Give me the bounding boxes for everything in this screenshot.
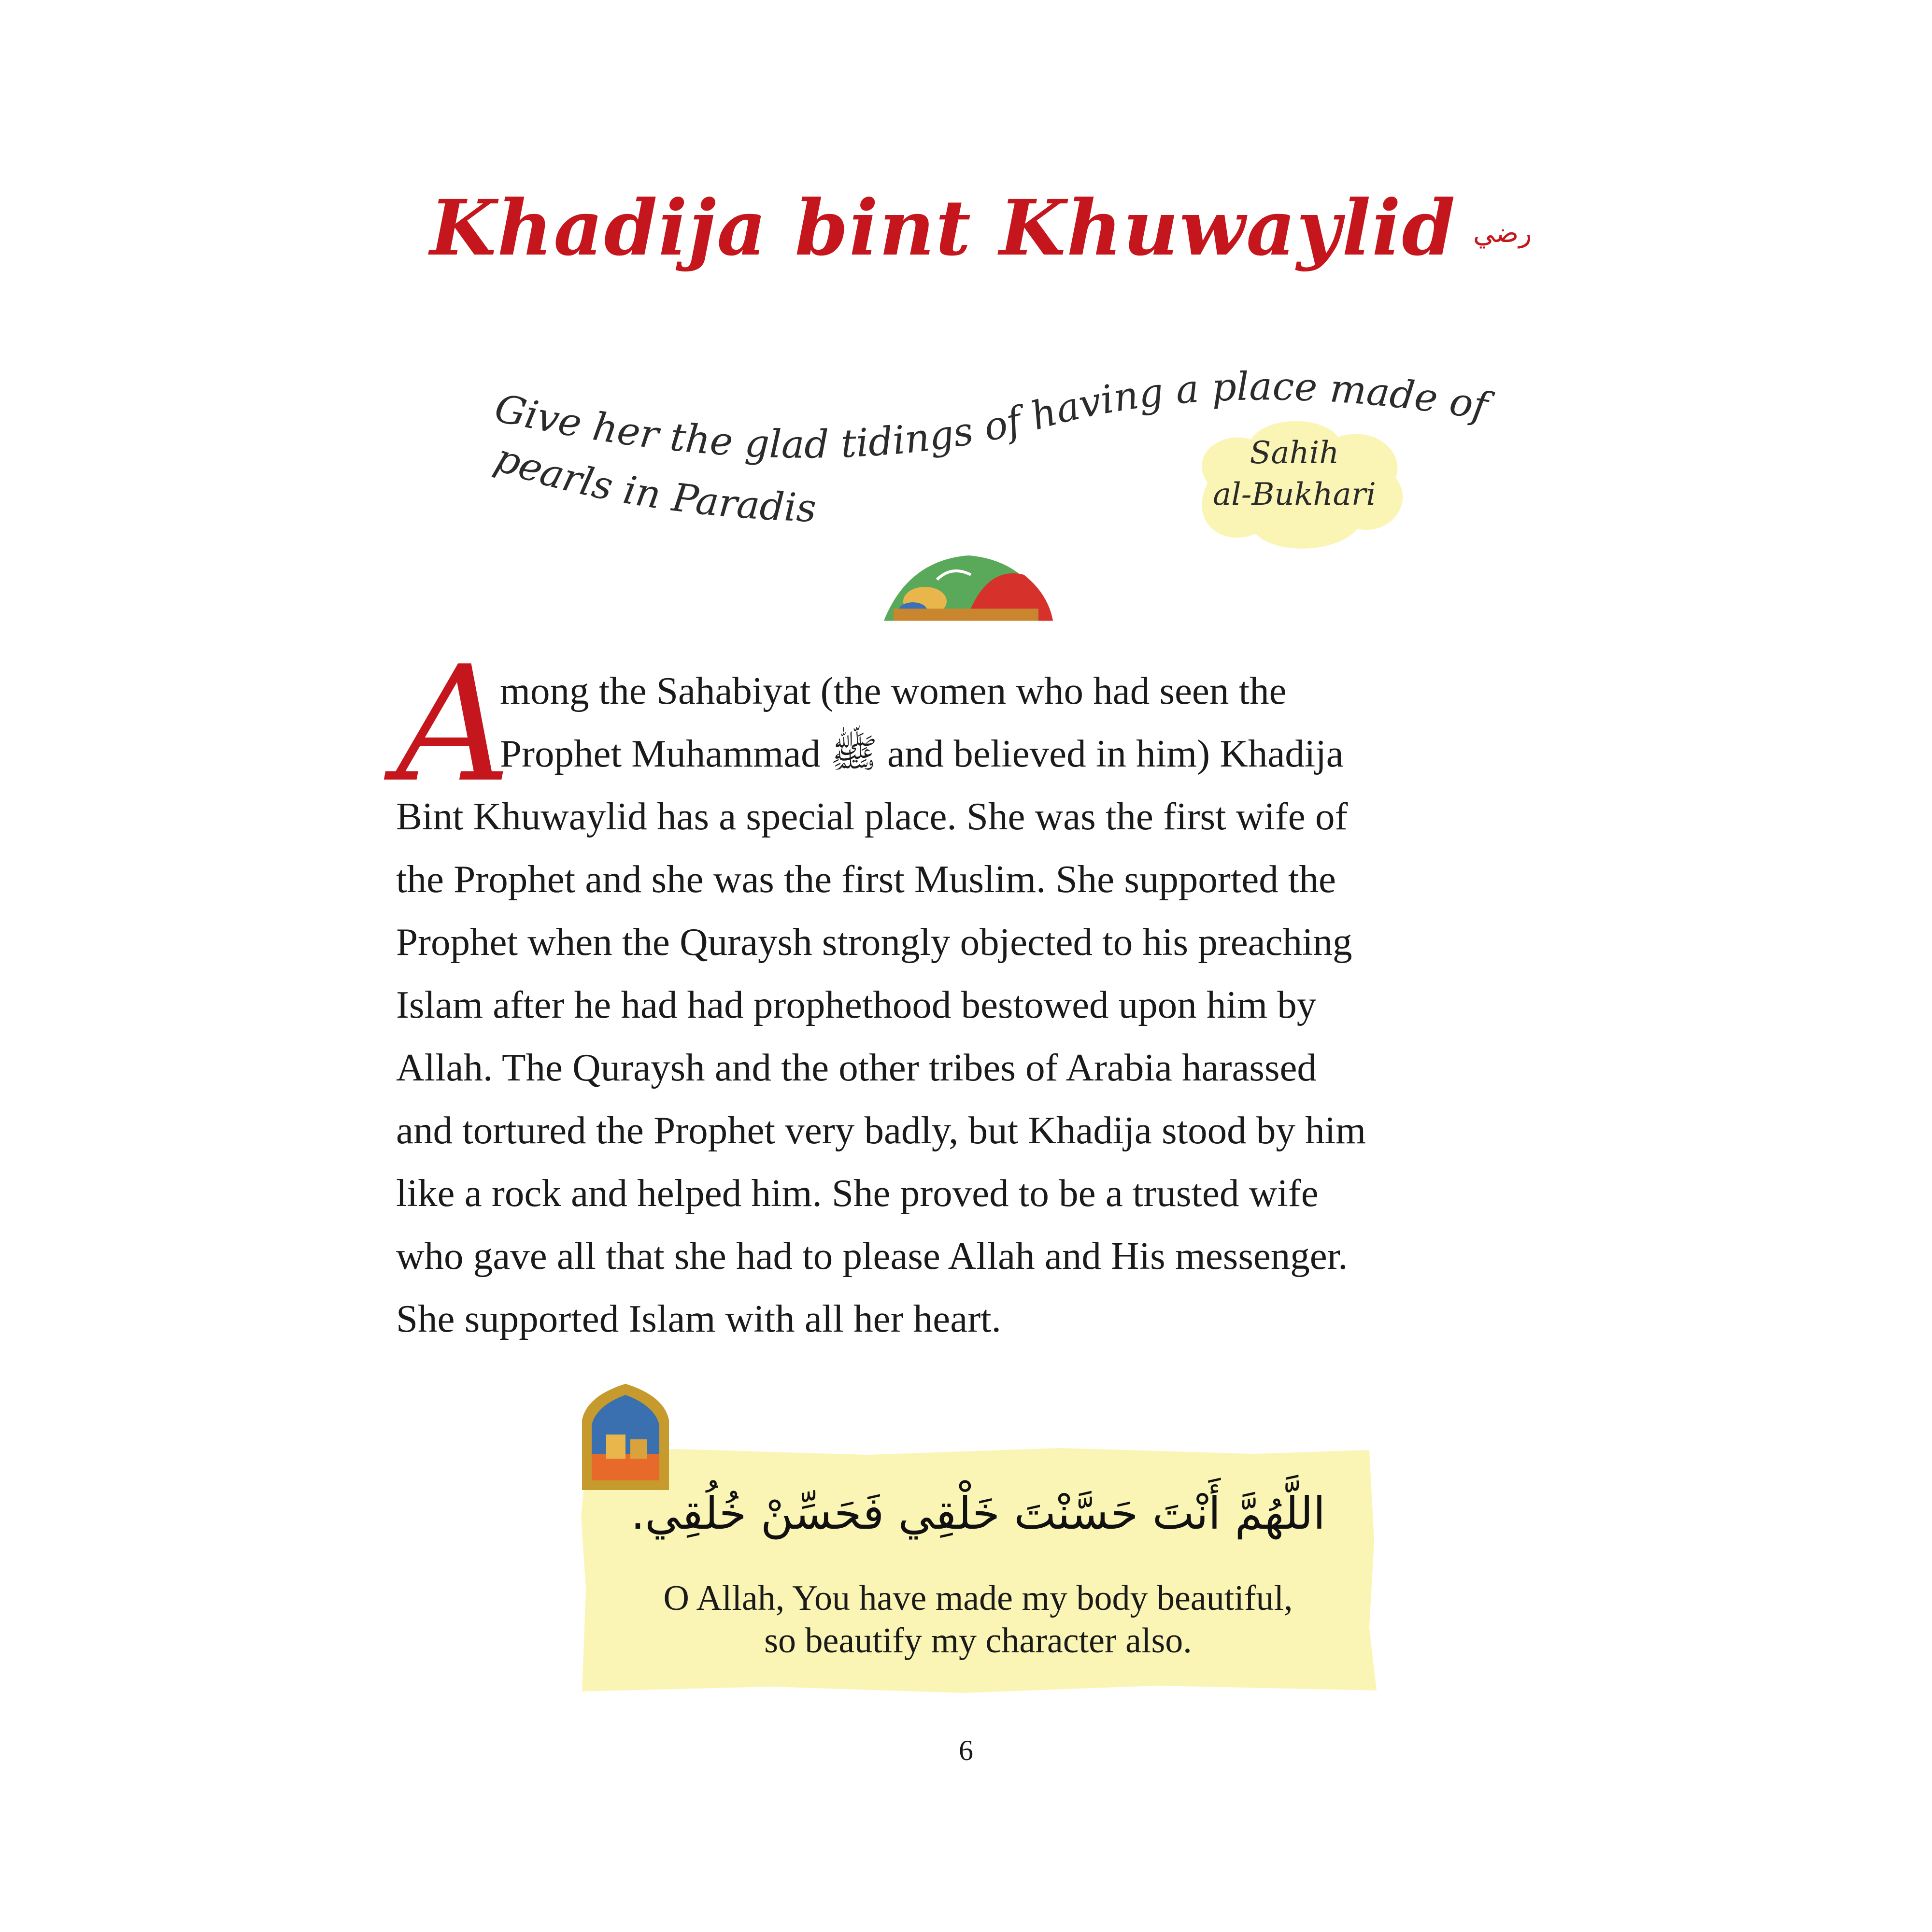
quote-line-1: Give her the glad tidings of having a place made of [491,364,1491,467]
hadith-source [1179,432,1410,515]
body-line: mong the Sahabiyat (the women who had seen the [500,669,1287,712]
source-line-1: Sahih [1250,435,1339,471]
page-title: Khadija bint Khuwaylid [430,184,1456,273]
dua-translation-line-1: O Allah, You have made my body beautiful, [663,1578,1293,1618]
dua-arabic: اللَّهُمَّ أَنْتَ حَسَّنْتَ خَلْقِي فَحَسِّنْ خُلُقِي. [630,1488,1326,1539]
quote-line-2: pearls in Paradis [489,434,817,531]
source-line-2: al-Bukhari [1213,477,1376,512]
honorific-mark: رضي [1473,218,1532,248]
body-line: like a rock and helped him. She proved to be a trusted wife [396,1171,1319,1215]
body-paragraph [396,659,1584,1350]
body-line: who gave all that she had to please Allah and His messenger. [396,1234,1348,1278]
dome-illustration [879,551,1058,623]
body-line: the Prophet and she was the first Muslim. She supported the [396,857,1336,901]
body-line: She supported Islam with all her heart. [396,1297,1001,1340]
page-number: 6 [959,1734,973,1766]
dua-translation-line-2: so beautify my character also. [764,1621,1192,1661]
body-line: Prophet Muhammad ﷺ and believed in him) Khadija [500,732,1344,775]
body-line: Allah. The Quraysh and the other tribes of Arabia harassed [396,1046,1317,1089]
body-line: Islam after he had had prophethood bestowed upon him by [396,983,1317,1026]
drop-cap: A [396,632,511,817]
arch-window-icon [577,1381,674,1492]
body-line: Bint Khuwaylid has a special place. She was the first wife of [396,795,1348,838]
dua-translation [577,1577,1379,1662]
body-line: and tortured the Prophet very badly, but Khadija stood by him [396,1108,1366,1152]
body-line: Prophet when the Quraysh strongly objected to his preaching [396,920,1352,964]
